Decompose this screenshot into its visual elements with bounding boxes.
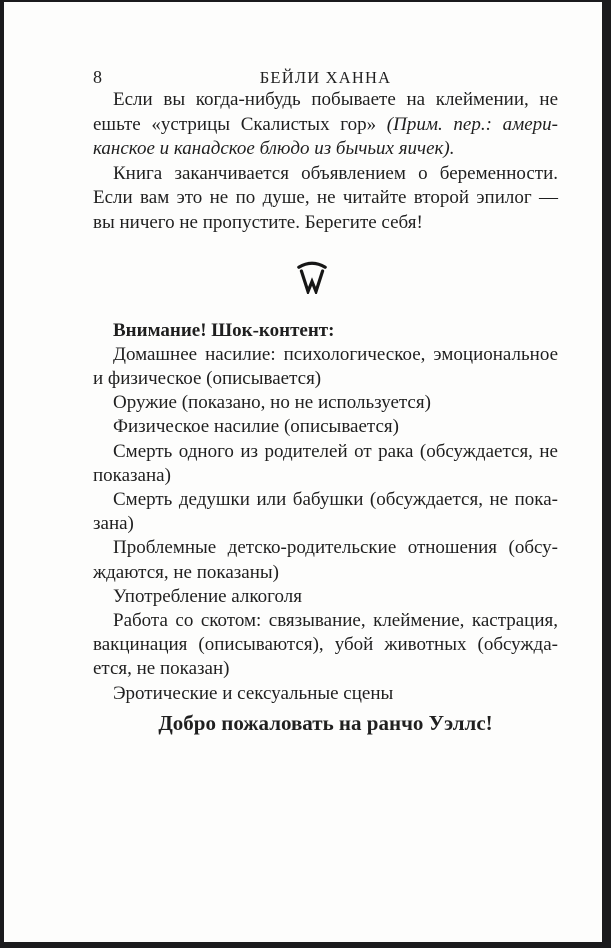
content-warning-heading: Внимание! Шок-контент: [113,319,335,341]
warning-item: Смерть одного из родителей от рака (обсуждается, не показана) [93,440,558,486]
warning-item: Физическое насилие (описывается) [113,416,399,438]
paragraph-epilogue: Книга заканчивается объявлением о беременности. Если вам это не по душе, не читайте второй эпилог — вы ничего не пропустите. Берегите себя! [93,162,558,233]
paragraph-oysters [93,88,558,162]
warning-item: Употребление алкоголя [113,585,302,607]
running-head: БЕЙЛИ ХАННА [259,68,392,87]
warning-item: Проблемные детско-родительские отношения (обсуждаются, не показаны) [93,537,558,583]
welcome-line: Добро пожаловать на ранчо Уэллс! [158,710,493,735]
page-number: 8 [93,67,102,87]
rafter-w-brand-icon [297,258,327,294]
content-warning-section [93,319,558,736]
intro-section [93,88,558,236]
book-page [4,2,602,942]
translator-note: (Прим. пер.: американское и канадское блюдо из бычьих яичек). [93,113,558,160]
warning-item: Работа со скотом: связывание, клеймение, кастрация, вакцинация (описываются), убой животных (обсуждается, не показан) [93,610,558,680]
page-header [93,67,558,88]
warning-item: Смерть дедушки или бабушки (обсуждается, не показана) [93,488,558,535]
warning-item: Оружие (показано, но не используется) [113,392,431,414]
paragraph-oysters-text: Если вы когда-нибудь побываете на клеймении, не ешьте «устрицы Скалистых гор» [93,89,558,135]
warning-item: Домашнее насилие: психологическое, эмоциональное и физическое (описывается) [93,343,558,389]
section-divider [93,258,558,294]
warning-item: Эротические и сексуальные сцены [113,682,394,704]
